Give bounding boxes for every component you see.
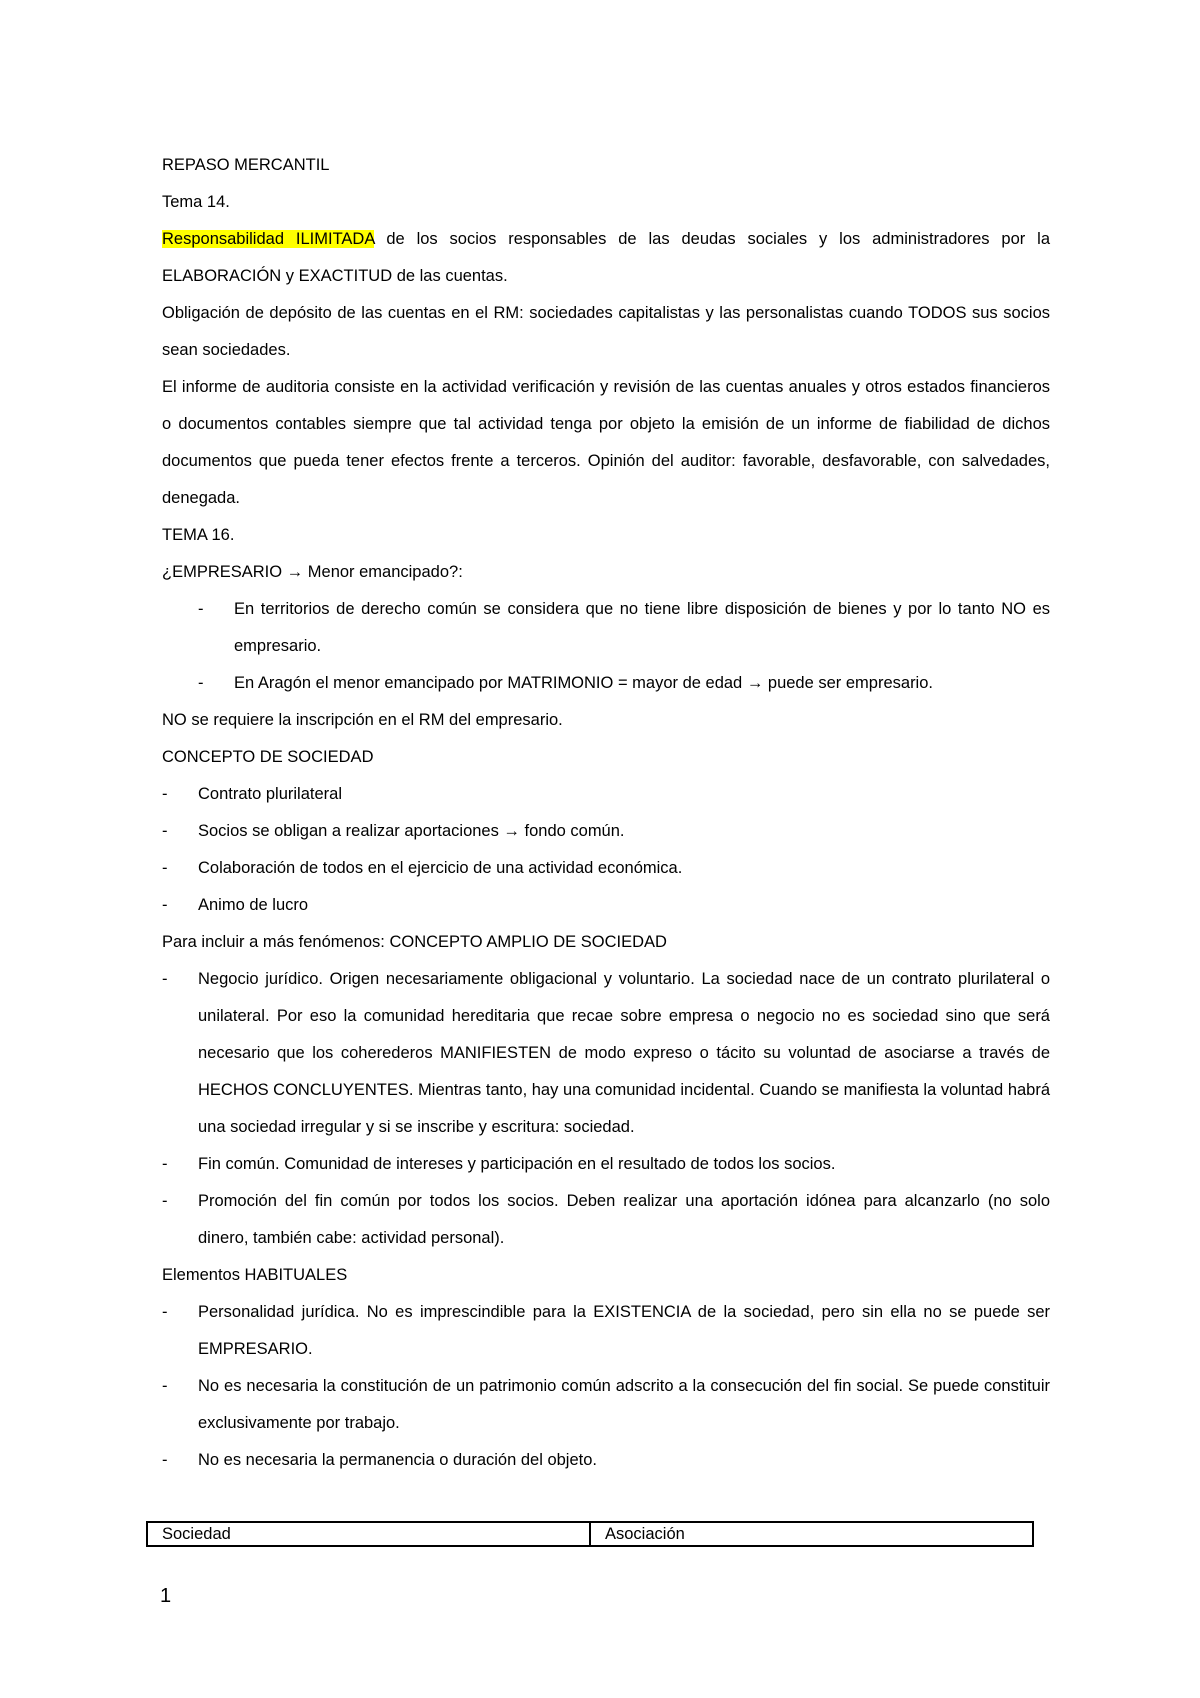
heading-concepto: CONCEPTO DE SOCIEDAD xyxy=(162,748,374,766)
heading-tema-16: TEMA 16. xyxy=(162,526,235,544)
list-item: - Socios se obligan a realizar aportaciones → fondo común. xyxy=(162,822,625,840)
empresario-question: ¿EMPRESARIO → Menor emancipado?: xyxy=(162,563,463,581)
paragraph-informe: El informe de auditoria consiste en la actividad verificación y revisión de las cuentas anuales y otros estados financieros o documentos contables siempre que tal actividad tenga por objeto la emisión de un informe de fiabilidad de dichos documentos que pueda tener efectos frente a terceros. Opinión del auditor: favorable, desfavorable, con salvedades, denegada. xyxy=(162,378,1050,507)
document-body xyxy=(162,147,1050,1479)
highlighted-text: Responsabilidad ILIMITADA xyxy=(162,230,375,248)
list-item: - Fin común. Comunidad de intereses y participación en el resultado de todos los socios. xyxy=(162,1155,836,1173)
list-item: - No es necesaria la permanencia o duración del objeto. xyxy=(162,1451,597,1469)
list-item: - Colaboración de todos en el ejercicio de una actividad económica. xyxy=(162,859,683,877)
list-item: - En territorios de derecho común se considera que no tiene libre disposición de bienes y por lo tanto NO es empresario. xyxy=(198,600,1050,655)
heading-concepto-amplio: Para incluir a más fenómenos: CONCEPTO AMPLIO DE SOCIEDAD xyxy=(162,933,667,951)
page-number: 1 xyxy=(160,1585,172,1607)
list-item: - En Aragón el menor emancipado por MATRIMONIO = mayor de edad → puede ser empresario. xyxy=(198,674,933,692)
list-item: - Promoción del fin común por todos los socios. Deben realizar una aportación idónea para alcanzarlo (no solo dinero, también cabe: actividad personal). xyxy=(162,1192,1050,1247)
paragraph-obligacion: Obligación de depósito de las cuentas en el RM: sociedades capitalistas y las personalistas cuando TODOS sus socios sean sociedades. xyxy=(162,304,1050,359)
list-item: - Contrato plurilateral xyxy=(162,785,342,803)
table-header-sociedad: Sociedad xyxy=(147,1522,590,1546)
paragraph-no-inscripcion: NO se requiere la inscripción en el RM del empresario. xyxy=(162,711,563,729)
comparison-table xyxy=(146,1521,1034,1547)
heading-tema-14: Tema 14. xyxy=(162,193,230,211)
list-item: - Personalidad jurídica. No es imprescindible para la EXISTENCIA de la sociedad, pero sin ella no se puede ser EMPRESARIO. xyxy=(162,1303,1050,1358)
heading-habituales: Elementos HABITUALES xyxy=(162,1266,348,1284)
paragraph-text: de los socios responsables de las deudas sociales y los administradores por la ELABORACIÓN y EXACTITUD de las cuentas. xyxy=(162,230,1050,285)
list-item: - No es necesaria la constitución de un patrimonio común adscrito a la consecución del fin social. Se puede constituir exclusivamente por trabajo. xyxy=(162,1377,1050,1432)
list-item: - Animo de lucro xyxy=(162,896,309,914)
list-item: - Negocio jurídico. Origen necesariamente obligacional y voluntario. La sociedad nace de un contrato plurilateral o unilateral. Por eso la comunidad hereditaria que recae sobre empresa o negocio no es sociedad sino que será necesario que los coherederos MANIFIESTEN de modo expreso o tácito su voluntad de asociarse a través de HECHOS CONCLUYENTES. Mientras tanto, hay una comunidad incidental. Cuando se manifiesta la voluntad habrá una sociedad irregular y si se inscribe y escritura: sociedad. xyxy=(162,970,1051,1136)
document-title: REPASO MERCANTIL xyxy=(162,156,330,174)
paragraph-responsabilidad xyxy=(162,221,1050,295)
table-header-row xyxy=(147,1522,1033,1546)
table-header-asociacion: Asociación xyxy=(590,1522,1033,1546)
